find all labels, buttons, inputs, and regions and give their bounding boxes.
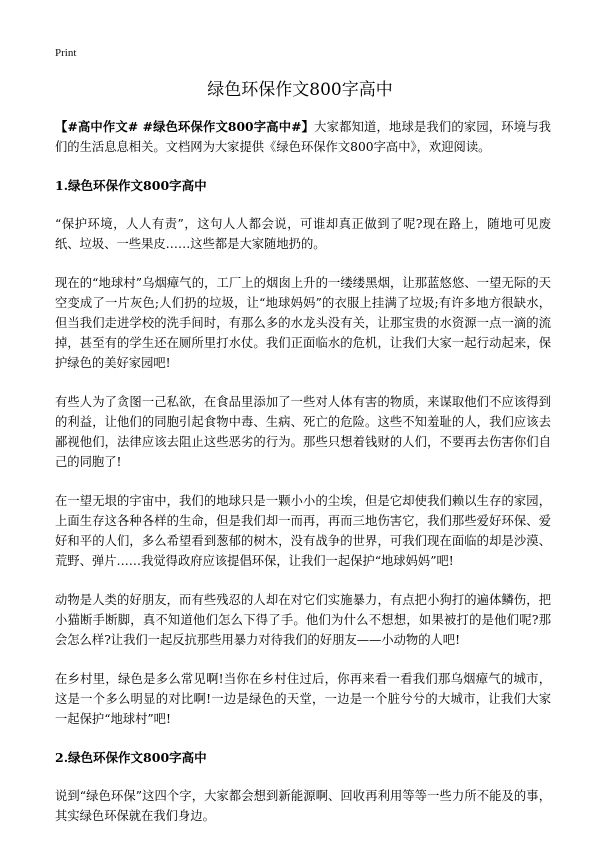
section-heading-2: 2.绿色环保作文800字高中 [55, 750, 207, 765]
paragraph: 在乡村里，绿色是多么常见啊!当你在乡村住过后，你再来看一看我们那乌烟瘴气的城市，这是一个多么明显的对比啊!一边是绿色的天堂，一边是一个脏兮兮的大城市，让我们大家一起保护“地球村”吧! [55, 672, 551, 726]
paragraph: 说到“绿色环保”这四个字，大家都会想到新能源啊、回收再利用等等一些力所不能及的事，其实绿色环保就在我们身边。 [55, 789, 551, 823]
intro-text: 大家都知道，地球是我们的家园，环境与我们的生活息息相关。文档网为大家提供《绿色环保作文800字高中》，欢迎阅读。 [55, 120, 551, 154]
article-body [55, 117, 551, 845]
page-title: 绿色环保作文800字高中 [207, 80, 393, 100]
intro-tag: 【#高中作文# #绿色环保作文800字高中#】 [55, 119, 315, 134]
paragraph: 在一望无垠的宇宙中，我们的地球只是一颗小小的尘埃，但是它却使我们赖以生存的家园，上面生存这各种各样的生命，但是我们却一而再，再而三地伤害它，我们那些爱好环保、爱好和平的人们，多么希望看到葱郁的树木，没有战争的世界，可我们现在面临的却是沙漠、荒野、弹片……我觉得政府应该提倡环保，让我们一起保护“地球妈妈”吧! [55, 494, 551, 568]
paragraph: 有些人为了贪图一己私欲，在食品里添加了一些对人体有害的物质，来谋取他们不应该得到的利益，让他们的同胞引起食物中毒、生病、死亡的危险。这些不知羞耻的人，我们应该去鄙视他们，法律应该去阻止这些恶劣的行为。那些只想着钱财的人们，不要再去伤害你们自己的同胞了! [55, 395, 551, 469]
paragraph: “保护环境，人人有责”，这句人人都会说，可谁却真正做到了呢?现在路上，随地可见废纸、垃圾、一些果皮……这些都是大家随地扔的。 [55, 217, 551, 251]
section-heading-1: 1.绿色环保作文800字高中 [55, 178, 207, 193]
paragraph: 动物是人类的好朋友，而有些残忍的人却在对它们实施暴力，有点把小狗打的遍体鳞伤，把小猫断手断脚，真不知道他们怎么下得了手。他们为什么不想想，如果被打的是他们呢?那会怎么样?让我们一起反抗那些用暴力对待我们的好朋友——小动物的人吧! [55, 593, 551, 647]
print-label: Print [55, 47, 77, 59]
paragraph: 现在的“地球村”乌烟瘴气的，工厂上的烟囱上升的一缕缕黑烟，让那蓝悠悠、一望无际的天空变成了一片灰色;人们扔的垃圾，让“地球妈妈”的衣服上挂满了垃圾;有许多地方很缺水，但当我们走进学校的洗手间时，有那么多的水龙头没有关，让那宝贵的水资源一点一滴的流掉，甚至有的学生还在厕所里打水仗。我们正面临水的危机，让我们大家一起行动起来，保护绿色的美好家园吧! [55, 276, 551, 370]
intro-paragraph [55, 117, 551, 157]
